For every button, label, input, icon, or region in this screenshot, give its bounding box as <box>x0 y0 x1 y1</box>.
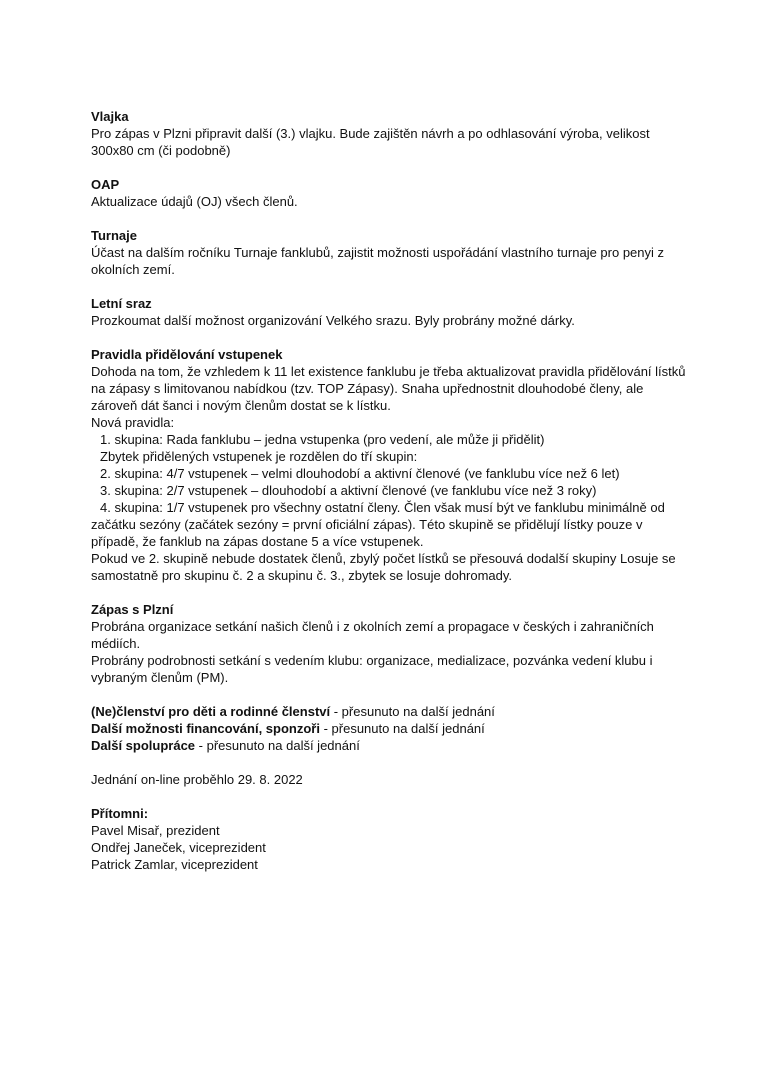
section-oap <box>91 176 691 210</box>
zapas-text-1: Probrána organizace setkání našich členů i z okolních zemí a propagace v českých i zahraničních médiích. <box>91 619 654 651</box>
section-heading-zapas: Zápas s Plzní <box>91 602 174 617</box>
postponed-item-status: - přesunuto na další jednání <box>330 704 495 719</box>
section-letni-sraz <box>91 295 691 329</box>
postponed-item <box>91 737 691 754</box>
pravidla-group-2: 2. skupina: 4/7 vstupenek – velmi dlouhodobí a aktivní členové (ve fanklubu více než 6 let) <box>100 466 620 481</box>
section-heading-present: Přítomni: <box>91 806 149 821</box>
pravidla-intro: Dohoda na tom, že vzhledem k 11 let existence fanklubu je třeba aktualizovat pravidla přidělování lístků na zápasy s limitovanou nabídkou (tzv. TOP Zápasy). Snaha upřednostnit dlouhodobé členy, ale zároveň dát šanci i novým členům dostat se k lístku. <box>91 364 686 413</box>
postponed-item-title: Další spolupráce <box>91 738 196 753</box>
section-zapas <box>91 601 691 686</box>
meeting-note: Jednání on-line proběhlo 29. 8. 2022 <box>91 772 303 787</box>
present-person: Pavel Misař, prezident <box>91 823 220 838</box>
section-meeting-note <box>91 771 691 788</box>
postponed-item-status: - přesunuto na další jednání <box>195 738 360 753</box>
section-heading-vlajka: Vlajka <box>91 109 129 124</box>
section-present <box>91 805 691 873</box>
present-person: Ondřej Janeček, viceprezident <box>91 840 266 855</box>
postponed-item <box>91 703 691 720</box>
section-heading-letni-sraz: Letní sraz <box>91 296 152 311</box>
section-heading-oap: OAP <box>91 177 120 192</box>
section-text-letni-sraz: Prozkoumat další možnost organizování Velkého srazu. Byly probrány možné dárky. <box>91 313 575 328</box>
zapas-text-2: Probrány podrobnosti setkání s vedením klubu: organizace, medializace, pozvánka vedení klubu i vybraným členům (PM). <box>91 653 653 685</box>
section-postponed <box>91 703 691 754</box>
postponed-item-title: (Ne)členství pro děti a rodinné členství <box>91 704 331 719</box>
pravidla-group-4: 4. skupina: 1/7 vstupenek pro všechny ostatní členy. Člen však musí být ve fanklubu minimálně od začátku sezóny (začátek sezóny = první oficiální zápas). Této skupině se přidělují lístky pouze v případě, že fanklub na zápas dostane 5 a více vstupenek. <box>91 500 665 549</box>
section-text-oap: Aktualizace údajů (OJ) všech členů. <box>91 194 298 209</box>
pravidla-remainder: Zbytek přidělených vstupenek je rozdělen do tří skupin: <box>100 449 418 464</box>
pravidla-group-1: 1. skupina: Rada fanklubu – jedna vstupenka (pro vedení, ale může ji přidělit) <box>100 432 545 447</box>
section-heading-turnaje: Turnaje <box>91 228 137 243</box>
section-text-turnaje: Účast na dalším ročníku Turnaje fanklubů, zajistit možnosti uspořádání vlastního turnaje pro penyi z okolních zemí. <box>91 245 665 277</box>
section-text-vlajka: Pro zápas v Plzni připravit další (3.) vlajku. Bude zajištěn návrh a po odhlasování výroba, velikost 300x80 cm (či podobně) <box>91 126 650 158</box>
present-person: Patrick Zamlar, viceprezident <box>91 857 258 872</box>
section-turnaje <box>91 227 691 278</box>
postponed-item <box>91 720 691 737</box>
pravidla-closing: Pokud ve 2. skupině nebude dostatek členů, zbylý počet lístků se přesouvá dodalší skupiny Losuje se samostatně pro skupinu č. 2 a skupinu č. 3., zbytek se losuje dohromady. <box>91 551 676 583</box>
section-pravidla <box>91 346 691 584</box>
section-heading-pravidla: Pravidla přidělování vstupenek <box>91 347 283 362</box>
pravidla-group-3: 3. skupina: 2/7 vstupenek – dlouhodobí a aktivní členové (ve fanklubu více než 3 roky) <box>100 483 597 498</box>
postponed-item-status: - přesunuto na další jednání <box>319 721 485 736</box>
document-page <box>91 108 691 890</box>
pravidla-nova-pravidla: Nová pravidla: <box>91 415 175 430</box>
postponed-item-title: Další možnosti financování, sponzoři <box>91 721 320 736</box>
section-vlajka <box>91 108 691 159</box>
